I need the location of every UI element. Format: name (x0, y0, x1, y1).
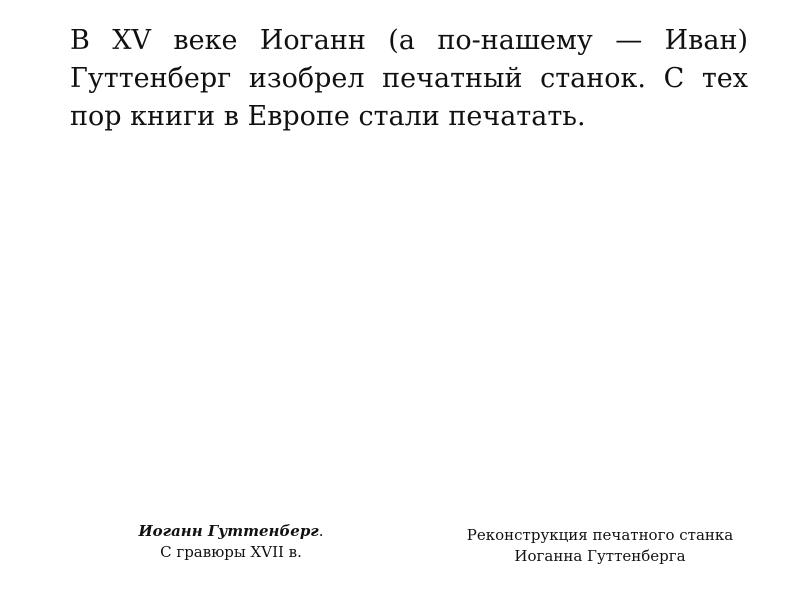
press-caption-line1: Реконструкция печатного станка (466, 526, 734, 544)
press-caption (450, 525, 750, 567)
portrait-caption-suffix: . (318, 522, 324, 540)
press-caption-line2: Иоганна Гуттенберга (514, 547, 686, 565)
portrait-caption-line1 (100, 521, 362, 542)
portrait-caption (100, 521, 362, 563)
portrait-caption-name: Иоганн Гуттенберг (138, 522, 319, 540)
main-paragraph: В XV веке Иоганн (а по-нашему — Иван) Гуттенберг изобрел печатный станок. С тех пор книги в Европе стали печатать. (70, 25, 748, 132)
portrait-caption-line2: С гравюры XVII в. (160, 543, 302, 561)
